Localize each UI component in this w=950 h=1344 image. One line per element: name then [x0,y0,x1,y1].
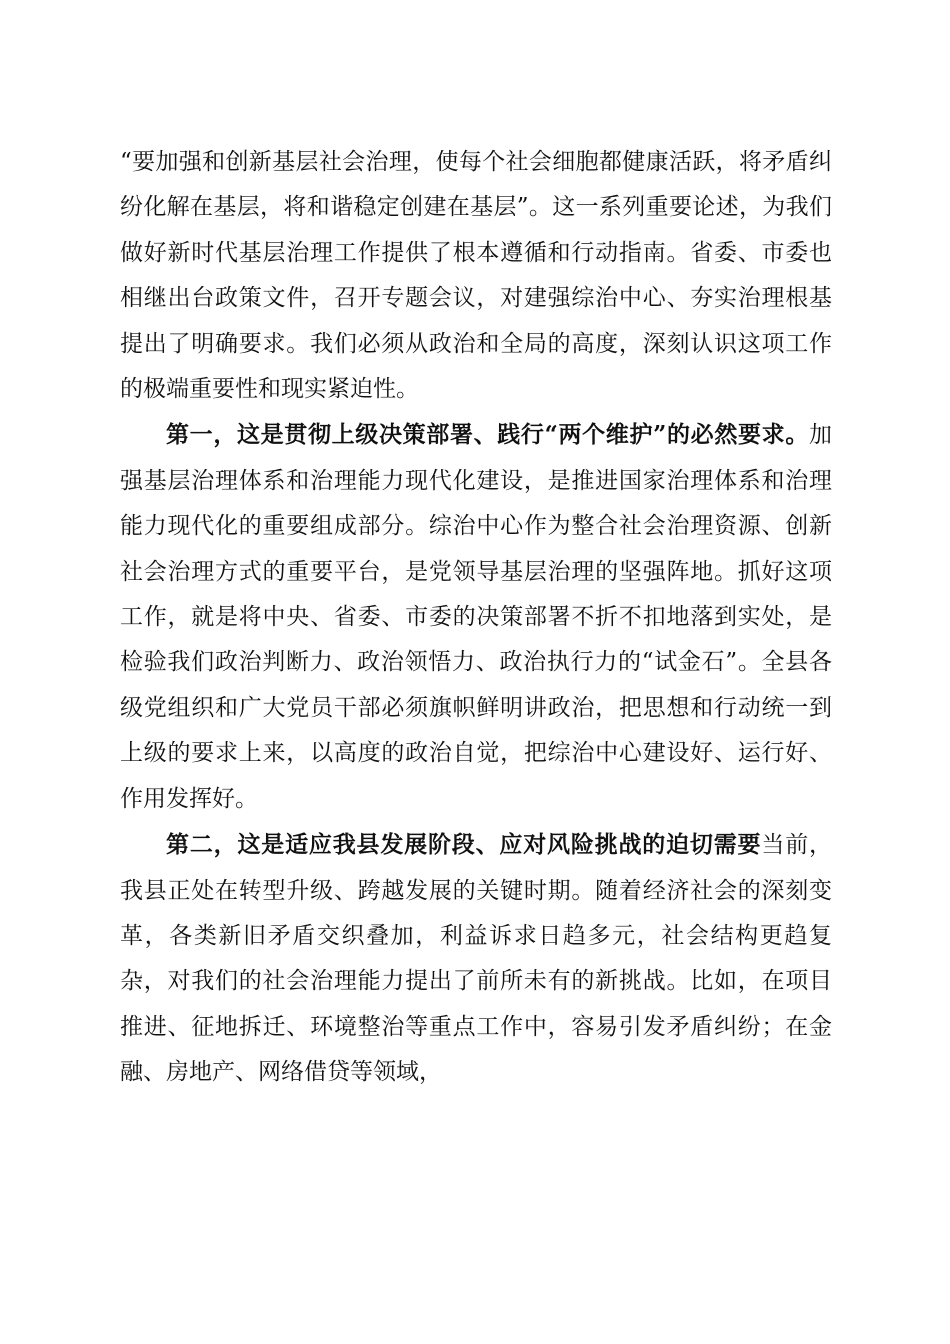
paragraph-continuation [120,140,832,412]
paragraph-text: 当前，我县正处在转型升级、跨越发展的关键时期。随着经济社会的深刻变革，各类新旧矛盾交织叠加，利益诉求日趋多元，社会结构更趋复杂，对我们的社会治理能力提出了前所未有的新挑战。比如，在项目推进、征地拆迁、环境整治等重点工作中，容易引发矛盾纠纷；在金融、房地产、网络借贷等领域， [120,832,833,1086]
paragraph-text: 加强基层治理体系和治理能力现代化建设，是推进国家治理体系和治理能力现代化的重要组成部分。综治中心作为整合社会治理资源、创新社会治理方式的重要平台，是党领导基层治理的坚强阵地。抓好这项工作，就是将中央、省委、市委的决策部署不折不扣地落到实处，是检验我们政治判断力、政治领悟力、政治执行力的“试金石”。全县各级党组织和广大党员干部必须旗帜鲜明讲政治，把思想和行动统一到上级的要求上来，以高度的政治自觉，把综治中心建设好、运行好、作用发挥好。 [120,422,832,812]
paragraph-lead: 第二，这是适应我县发展阶段、应对风险挑战的迫切需要 [166,831,762,859]
paragraph-first-point [120,412,832,822]
paragraph-second-point [120,822,832,1095]
paragraph-text: “要加强和创新基层社会治理，使每个社会细胞都健康活跃，将矛盾纠纷化解在基层，将和谐稳定创建在基层”。这一系列重要论述，为我们做好新时代基层治理工作提供了根本遵循和行动指南。省委、市委也相继出台政策文件，召开专题会议，对建强综治中心、夯实治理根基提出了明确要求。我们必须从政治和全局的高度，深刻认识这项工作的极端重要性和现实紧迫性。 [120,149,832,403]
body-text [120,140,832,1096]
paragraph-lead: 第一，这是贯彻上级决策部署、践行“两个维护”的必然要求。 [166,421,809,449]
